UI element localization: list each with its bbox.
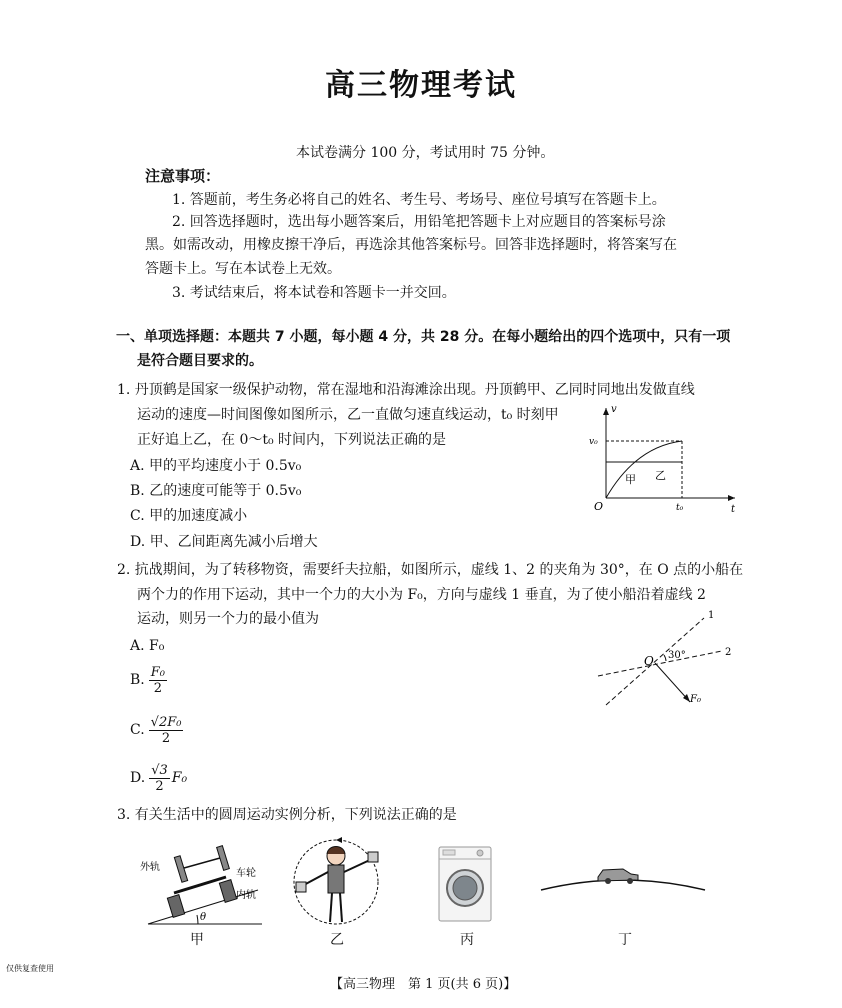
q2-figure-force-label: F₀ [690, 694, 701, 705]
notice-item-1: 1. 答题前，考生务必将自己的姓名、考生号、考场号、座位号填写在答题卡上。 [172, 192, 666, 208]
q1-option-a: A. 甲的平均速度小于 0.5v₀ [130, 458, 302, 474]
q2-stem-line2: 两个力的作用下运动，其中一个力的大小为 F₀，方向与虚线 1 垂直，为了使小船沿着虚线 2 [137, 587, 706, 603]
page-footer: 【高三物理 第 1 页(共 6 页)】 [330, 977, 517, 992]
q2-option-b-fraction [149, 665, 167, 696]
q2-figure-line2-label: 2 [725, 647, 732, 658]
q2-figure-angle-label: 30° [668, 650, 686, 661]
q2-option-b-label: B. [130, 672, 145, 688]
notice-item-2-line1: 2. 回答选择题时，选出每小题答案后，用铅笔把答题卡上对应题目的答案标号涂 [172, 214, 666, 230]
q2-option-a: A. F₀ [130, 638, 165, 654]
q2-figure-line1-label: 1 [708, 610, 715, 621]
q1-option-d: D. 甲、乙间距离先减小后增大 [130, 534, 318, 550]
q3-figure-bing-caption: 丙 [460, 932, 474, 948]
q1-graph-t-axis-label: t [731, 504, 736, 515]
notice-item-3: 3. 考试结束后，将本试卷和答题卡一并交回。 [172, 285, 456, 301]
q2-figure-origin-label: O [644, 654, 654, 668]
q2-option-d-label: D. [130, 770, 146, 786]
q3-jia-angle-label: θ [200, 912, 207, 923]
q2-option-c-label: C. [130, 722, 145, 738]
q2-option-d-numerator: √3 [151, 762, 168, 778]
section1-heading-line2: 是符合题目要求的。 [137, 353, 263, 369]
q2-option-b-numerator: F₀ [150, 664, 165, 680]
q1-graph-v0-label: v₀ [589, 437, 598, 447]
q2-option-b [130, 660, 167, 700]
q2-option-d-fraction [149, 763, 170, 794]
q1-option-c: C. 甲的加速度减小 [130, 508, 248, 524]
q3-figure-bing-washing-machine [438, 846, 492, 922]
q2-option-c-fraction [149, 715, 184, 746]
q3-stem-line1: 3. 有关生活中的圆周运动实例分析，下列说法正确的是 [117, 807, 457, 823]
q2-option-d [130, 758, 187, 798]
q3-figure-ding-caption: 丁 [618, 932, 632, 948]
exam-intro: 本试卷满分 100 分，考试用时 75 分钟。 [296, 145, 555, 161]
q1-graph-line-yi-label: 乙 [655, 469, 666, 482]
q3-figure-yi-vertical-circle [288, 834, 388, 930]
q2-option-d-denominator: 2 [155, 778, 164, 794]
q3-jia-wheel-label: 车轮 [236, 868, 256, 879]
notice-item-2-line3: 答题卡上。写在本试卷上无效。 [145, 261, 341, 277]
q1-stem-line2: 运动的速度—时间图像如图所示，乙一直做匀速直线运动，t₀ 时刻甲 [137, 407, 559, 423]
q3-figure-jia-caption: 甲 [190, 932, 204, 948]
q1-graph-t0-label: t₀ [676, 503, 684, 513]
q2-option-d-tail: F₀ [171, 770, 188, 786]
side-note: 仅供复查使用 [6, 964, 54, 973]
q1-velocity-time-graph [585, 400, 745, 518]
page-title: 高三物理考试 [325, 68, 517, 103]
q2-stem-line1: 2. 抗战期间，为了转移物资，需要纤夫拉船，如图所示，虚线 1、2 的夹角为 30°，在 O 点的小船在 [117, 562, 744, 578]
q1-graph-v-axis-label: v [611, 404, 617, 415]
notice-item-2-line2: 黑。如需改动，用橡皮擦干净后，再选涂其他答案标号。回答非选择题时，将答案写在 [145, 237, 677, 253]
q2-force-figure [592, 606, 737, 718]
q2-option-c [130, 710, 183, 750]
notice-heading: 注意事项： [145, 167, 221, 185]
q3-figure-jia-banked-rail [140, 838, 270, 933]
q1-stem-line3: 正好追上乙，在 0～t₀ 时间内，下列说法正确的是 [137, 432, 447, 448]
q3-jia-inner-rail-label: 内轨 [236, 890, 256, 901]
q2-option-c-denominator: 2 [161, 730, 171, 746]
section1-heading-line1: 一、单项选择题：本题共 7 小题，每小题 4 分，共 28 分。在每小题给出的四个选项中，只有一项 [116, 329, 731, 345]
q2-option-c-numerator: √2F₀ [150, 714, 182, 730]
q3-figure-ding-car-on-curve [538, 860, 708, 905]
q1-graph-curve-jia-label: 甲 [625, 473, 636, 486]
q1-stem-line1: 1. 丹顶鹤是国家一级保护动物，常在湿地和沿海滩涂出现。丹顶鹤甲、乙同时同地出发做直线 [117, 382, 695, 398]
q3-jia-outer-rail-label: 外轨 [140, 862, 160, 873]
q1-graph-origin-label: O [594, 500, 604, 513]
q3-figure-yi-caption: 乙 [330, 932, 344, 948]
q1-option-b: B. 乙的速度可能等于 0.5v₀ [130, 483, 302, 499]
q2-option-b-denominator: 2 [153, 680, 162, 696]
q2-stem-line3: 运动，则另一个力的最小值为 [137, 611, 319, 627]
